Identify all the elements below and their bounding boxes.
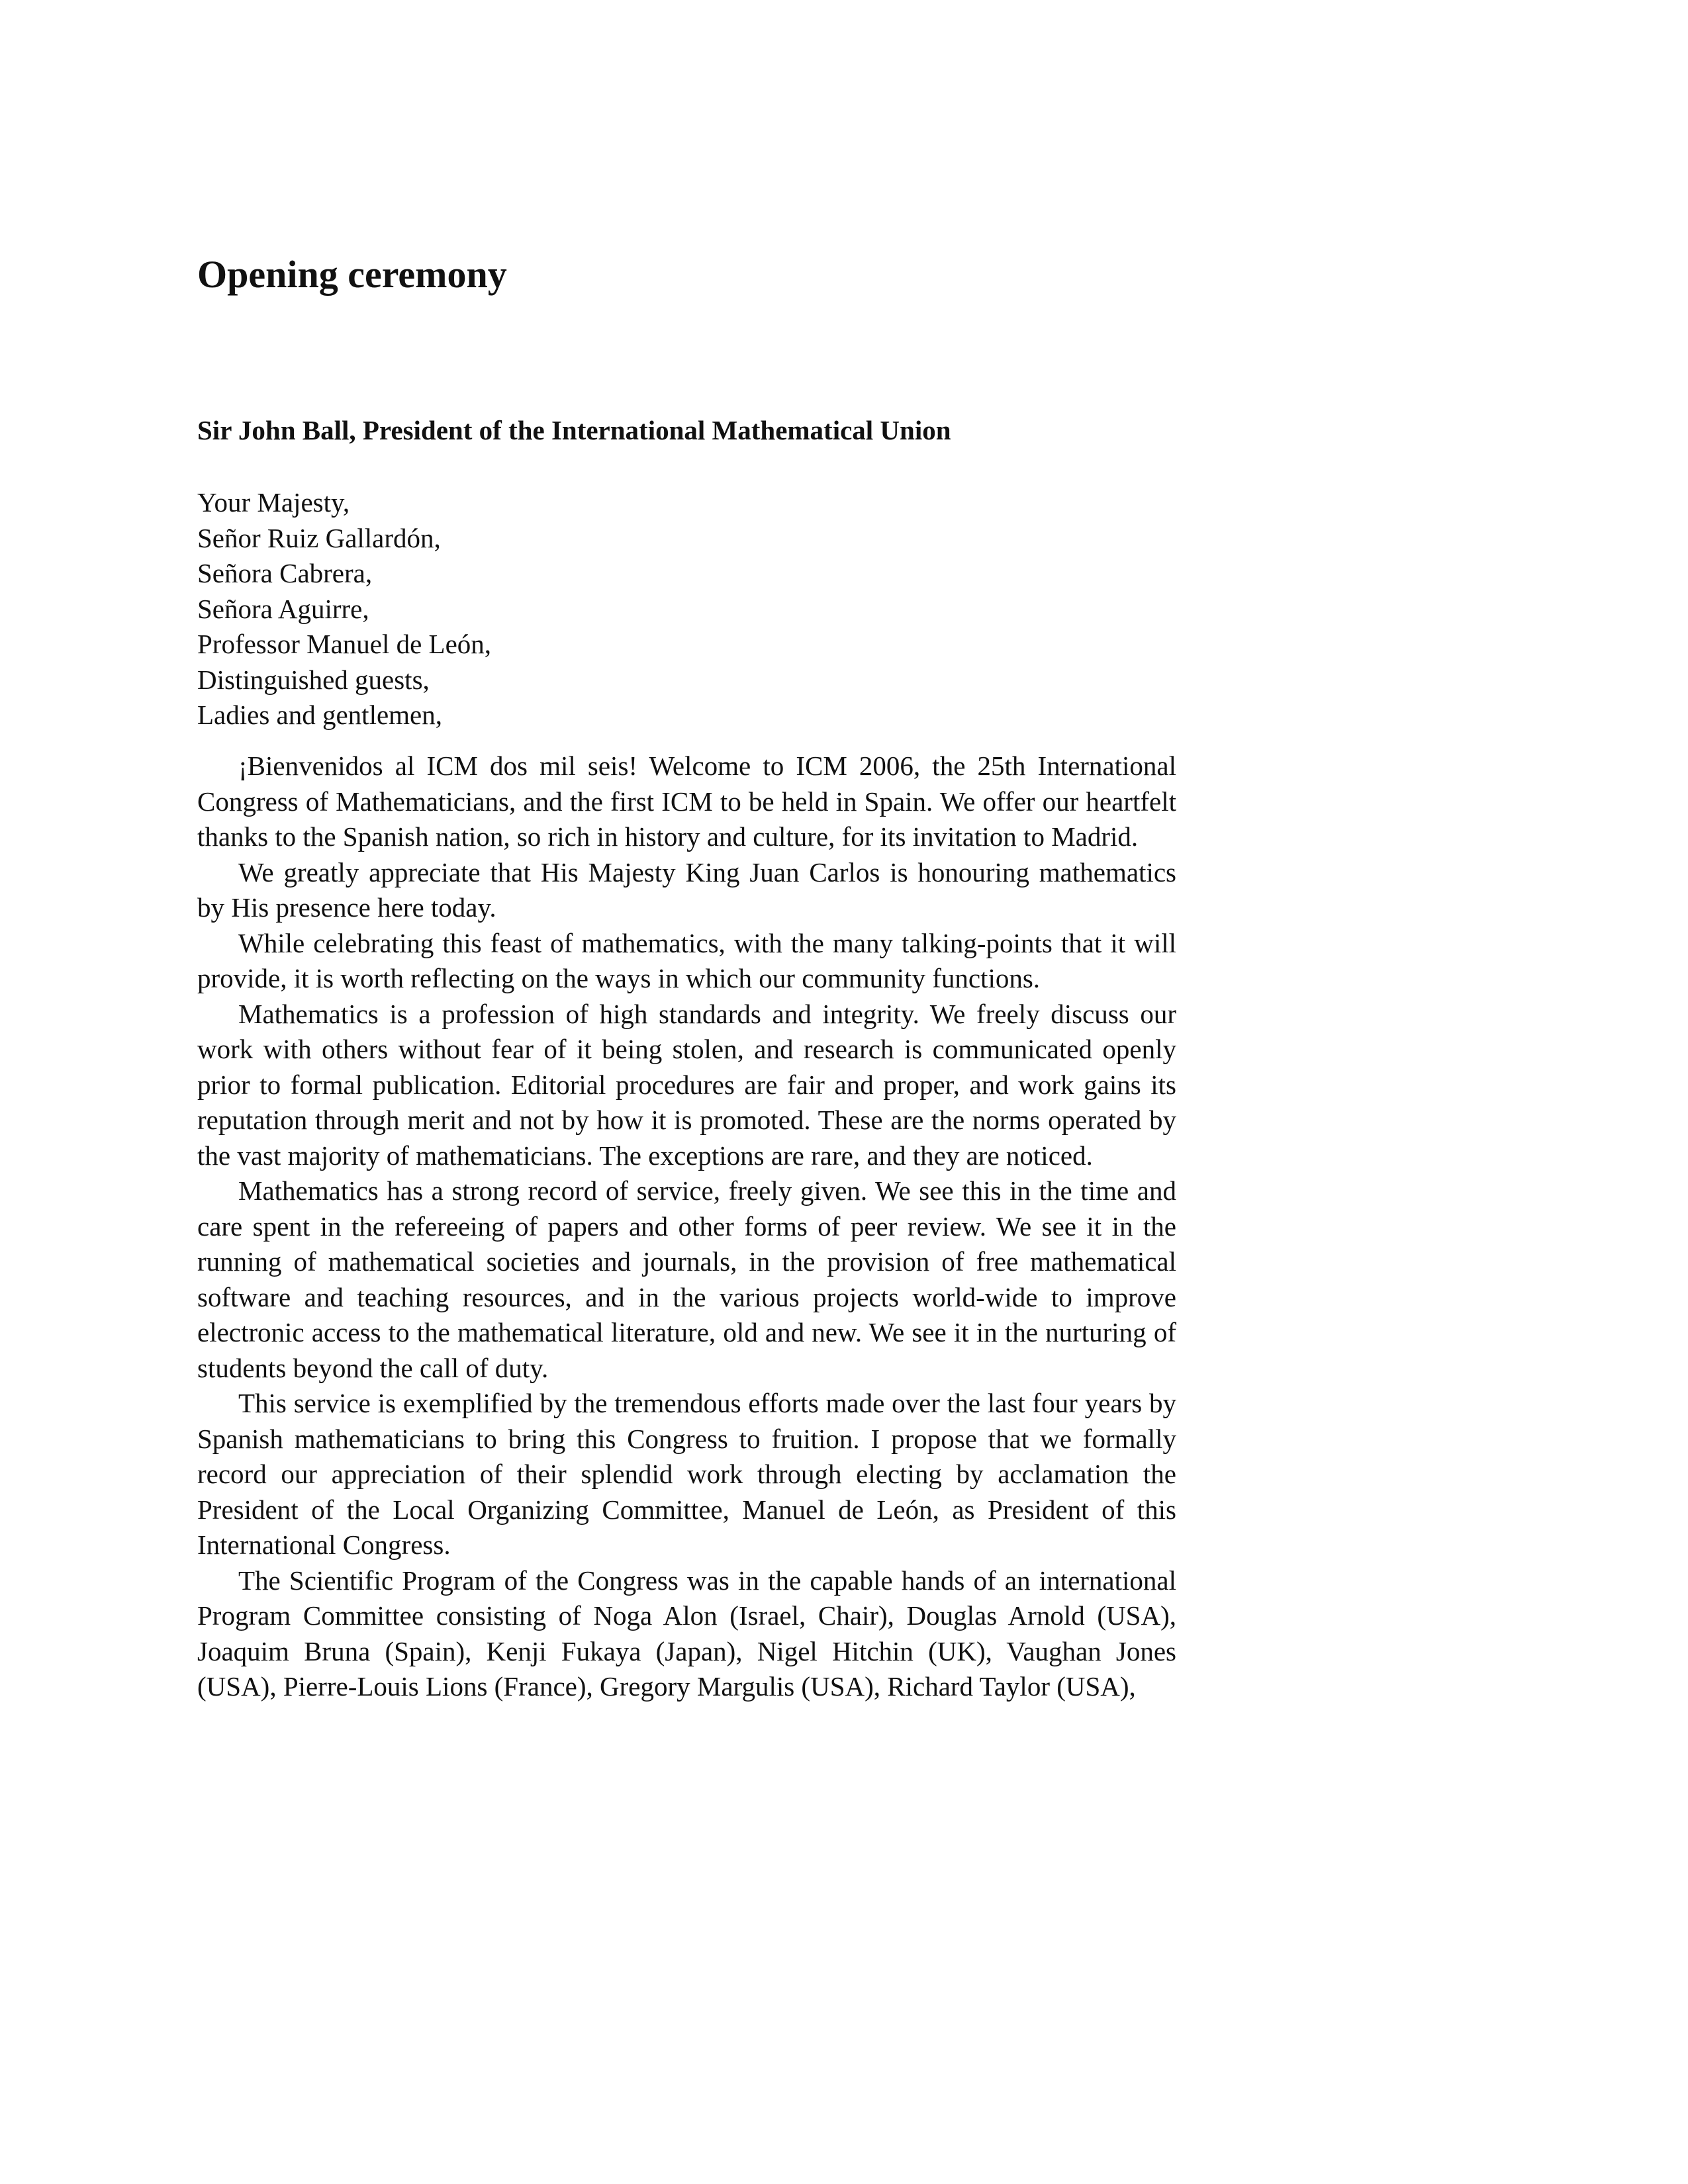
body-paragraph: We greatly appreciate that His Majesty King Juan Carlos is honouring mathematics by His presence here today. <box>197 856 1176 923</box>
chapter-title: Opening ceremony <box>197 253 507 296</box>
salutation-line: Your Majesty, <box>197 487 350 518</box>
body-paragraph: While celebrating this feast of mathematics, with the many talking-points that it will provide, it is worth reflecting on the ways in which our community functions. <box>197 927 1176 993</box>
salutation-line: Señor Ruiz Gallardón, <box>197 522 441 553</box>
body-paragraph: Mathematics has a strong record of service, freely given. We see this in the time and care spent in the refereeing of papers and other forms of peer review. We see it in the running of mathematical societies and journals, in the provision of free mathematical software and teaching resources, and in the various projects world-wide to improve electronic access to the mathematical literature, old and new. We see it in the nurturing of students beyond the call of duty. <box>197 1175 1176 1383</box>
body-paragraph: ¡Bienvenidos al ICM dos mil seis! Welcome to ICM 2006, the 25th International Congress of Mathematicians, and the first ICM to be held in Spain. We offer our heartfelt thanks to the Spanish nation, so rich in history and culture, for its invitation to Madrid. <box>197 751 1176 852</box>
speech-body <box>197 749 1176 1705</box>
salutation-line: Señora Cabrera, <box>197 558 373 588</box>
salutation-list <box>197 485 491 733</box>
salutation-line: Ladies and gentlemen, <box>197 700 443 730</box>
body-paragraph: Mathematics is a profession of high standards and integrity. We freely discuss our work with others without fear of it being stolen, and research is communicated openly prior to formal publication. Editorial procedures are fair and proper, and work gains its reputation through merit and not by how it is promoted. These are the norms operated by the vast majority of mathematicians. The exceptions are rare, and they are noticed. <box>197 998 1176 1171</box>
body-paragraph: This service is exemplified by the tremendous efforts made over the last four years by Spanish mathematicians to bring this Congress to fruition. I propose that we formally record our appreciation of their splendid work through electing by acclamation the President of the Local Organizing Committee, Manuel de León, as President of this International Congress. <box>197 1388 1176 1560</box>
section-heading: Sir John Ball, President of the International Mathematical Union <box>197 415 951 445</box>
body-paragraph: The Scientific Program of the Congress was in the capable hands of an international Program Committee consisting of Noga Alon (Israel, Chair), Douglas Arnold (USA), Joaquim Bruna (Spain), Kenji Fukaya (Japan), Nigel Hitchin (UK), Vaughan Jones (USA), Pierre-Louis Lions (France), Gregory Margulis (USA), Richard Taylor (USA), <box>197 1565 1176 1702</box>
salutation-line: Professor Manuel de León, <box>197 629 492 659</box>
salutation-line: Distinguished guests, <box>197 664 430 695</box>
salutation-line: Señora Aguirre, <box>197 593 369 624</box>
